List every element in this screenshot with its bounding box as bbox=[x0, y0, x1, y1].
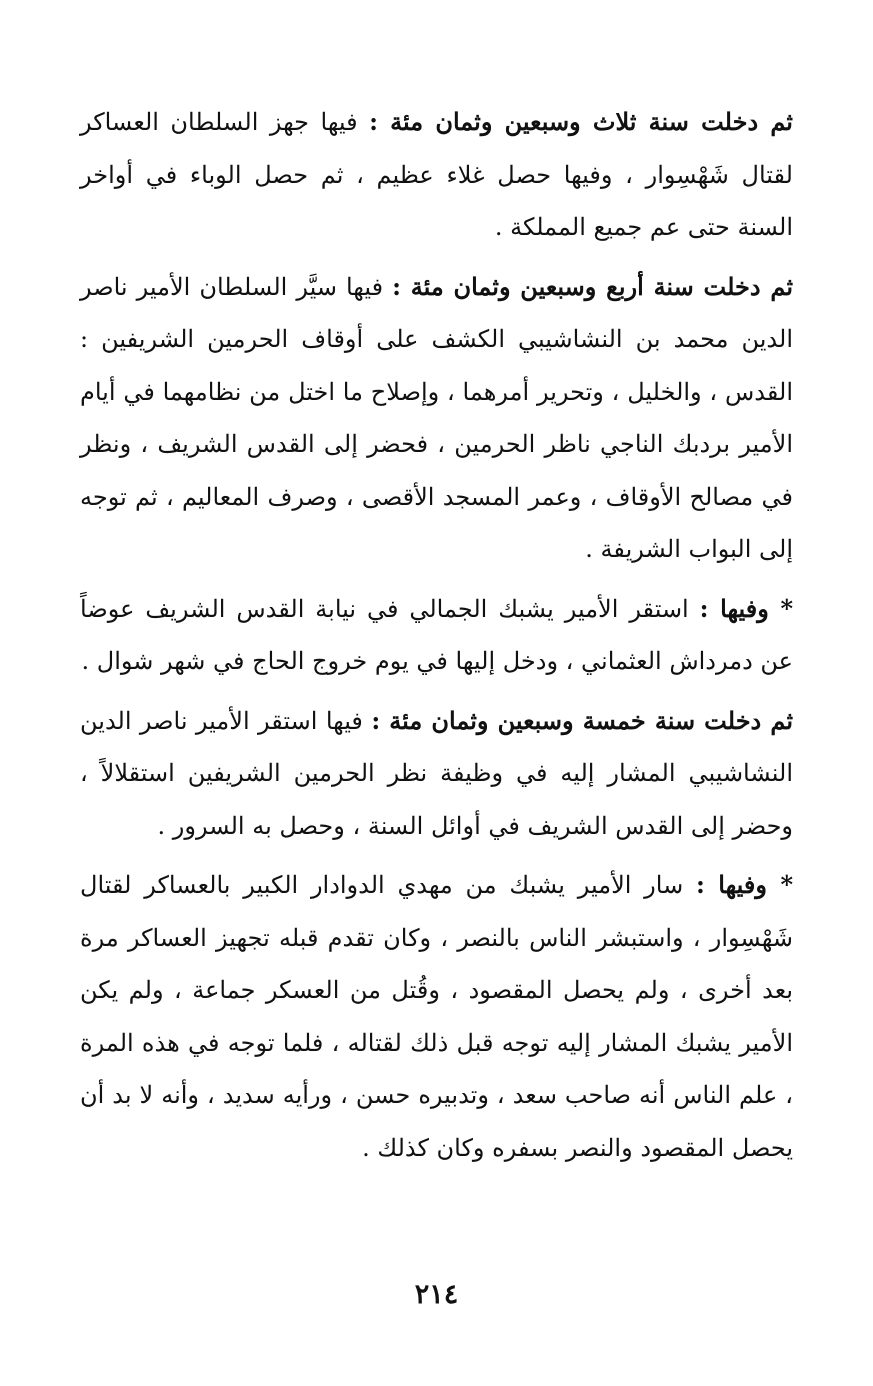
paragraph-874-note bbox=[80, 583, 793, 688]
paragraph-875-note bbox=[80, 859, 793, 1174]
paragraph-text: سار الأمير يشبك من مهدي الدوادار الكبير بالعساكر لقتال شَهْسِوار ، واستبشر الناس بالنصر ، وكان تقدم قبله تجهيز العساكر مرة بعد أخرى ، ولم يحصل المقصود ، وقُتل من العسكر جماعة ، ولم يكن الأمير يشبك المشار إليه توجه قبل ذلك لقتاله ، فلما توجه في هذه المرة ، علم الناس أنه صاحب سعد ، وتدبيره حسن ، ورأيه سديد ، وأنه لا بد أن يحصل المقصود والنصر بسفره وكان كذلك . bbox=[80, 871, 793, 1162]
paragraph-lead: ثم دخلت سنة خمسة وسبعين وثمان مئة : bbox=[371, 705, 793, 735]
paragraph-lead: * وفيها : bbox=[699, 593, 793, 623]
paragraph-lead: ثم دخلت سنة ثلاث وسبعين وثمان مئة : bbox=[369, 107, 793, 136]
paragraph-text: فيها سيَّر السلطان الأمير ناصر الدين محمد بن النشاشيبي الكشف على أوقاف الحرمين الشريفين : القدس ، والخليل ، وتحرير أمرهما ، وإصلاح ما اختل من نظامهما في أيام الأمير بردبك الناجي ناظر الحرمين ، فحضر إلى القدس الشريف ، ونظر في مصالح الأوقاف ، وعمر المسجد الأقصى ، وصرف المعاليم ، ثم توجه إلى البواب الشريفة . bbox=[80, 272, 794, 563]
paragraph-year-873 bbox=[80, 96, 793, 254]
paragraph-text: استقر الأمير يشبك الجمالي في نيابة القدس الشريف عوضاً عن دمرداش العثماني ، ودخل إليها في يوم خروج الحاج في شهر شوال . bbox=[80, 594, 793, 675]
paragraph-text: فيها جهز السلطان العساكر لقتال شَهْسِوار ، وفيها حصل غلاء عظيم ، ثم حصل الوباء في أواخر السنة حتى عم جميع المملكة . bbox=[80, 108, 793, 241]
paragraph-lead: * وفيها : bbox=[695, 870, 793, 899]
page-number: ٢١٤ bbox=[414, 1279, 459, 1310]
paragraph-year-874 bbox=[80, 261, 793, 576]
paragraph-text: فيها استقر الأمير ناصر الدين النشاشيبي المشار إليه في وظيفة نظر الحرمين الشريفين استقلالاً ، وحضر إلى القدس الشريف في أوائل السنة ، وحصل به السرور . bbox=[80, 706, 793, 840]
paragraph-lead: ثم دخلت سنة أربع وسبعين وثمان مئة : bbox=[392, 271, 793, 301]
paragraph-year-875 bbox=[80, 695, 793, 853]
page-body bbox=[80, 96, 793, 1181]
